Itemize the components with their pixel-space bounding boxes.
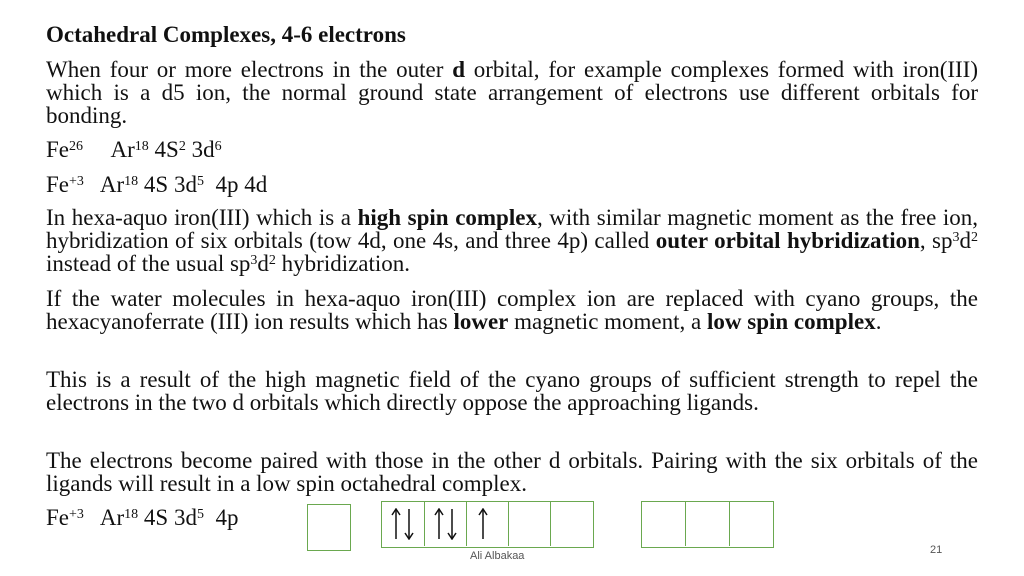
p3-bold-low-spin: low spin complex	[707, 309, 876, 334]
orbital-box-4p-2	[686, 502, 730, 546]
electron-spin-down-icon	[404, 508, 414, 540]
config1-element: Fe	[46, 137, 69, 162]
p2-bold-outer-orbital: outer orbital hybridization	[655, 228, 920, 253]
config1-atomic-number: 26	[69, 139, 83, 154]
orbital-box-3d-5	[551, 502, 593, 546]
config2-core: Ar	[99, 172, 125, 197]
p2-bold-high-spin: high spin complex	[357, 205, 537, 230]
p2-sup-f: 2	[971, 230, 979, 245]
orbital-box-3d-3	[467, 502, 509, 546]
p2-text-g: instead of the usual sp	[46, 251, 251, 276]
electron-spin-down-icon	[447, 508, 457, 540]
slide-title: Octahedral Complexes, 4-6 electrons	[46, 22, 406, 47]
orbital-box-3d-2	[425, 502, 467, 546]
config1-s-count: 2	[178, 139, 186, 154]
p2-text-f: d	[959, 228, 972, 253]
config3-core: Ar	[99, 505, 125, 530]
p2-text-e: , sp	[919, 228, 953, 253]
p2-text-i: hybridization.	[275, 251, 411, 276]
orbital-box-4p-3	[730, 502, 772, 546]
config2-charge: +3	[69, 174, 84, 189]
p2-text-h: d	[257, 251, 269, 276]
orbital-box-3d-1	[382, 502, 425, 546]
config3-rest1: 4S 3d	[143, 505, 197, 530]
config2-core-number: 18	[124, 174, 139, 189]
config1-d: 3d	[191, 137, 215, 162]
p1-text-c: orbital, for example complexes formed with iron(III) which is a d5 ion, the normal ground state arrangement of electrons use different orbitals for bonding.	[46, 57, 978, 128]
p1-bold-d: d	[452, 57, 465, 82]
page-number: 21	[930, 544, 943, 556]
p3-text-a: If the water molecules in hexa-aquo iron(III) complex ion are replaced with cyano groups, the hexacyanoferrate (III) ion results which has	[46, 286, 978, 334]
p2-text-a: In hexa-aquo iron(III) which is a	[46, 205, 358, 230]
p3-bold-lower: lower	[453, 309, 509, 334]
config2-rest2: 4p 4d	[215, 172, 268, 197]
paragraph-cyano: This is a result of the high magnetic field of the cyano groups of sufficient strength to repel the electrons in the two d orbitals which directly oppose the approaching ligands.	[46, 367, 978, 415]
p2-sup-h: 2	[268, 253, 276, 268]
config-fe-plus3-free	[46, 172, 267, 198]
config3-d-count: 5	[196, 507, 204, 522]
footer-author: Ali Albakaa	[470, 550, 525, 562]
orbital-group-3d	[381, 501, 594, 548]
config2-element: Fe	[46, 172, 69, 197]
paragraph-intro	[46, 58, 978, 127]
paragraph-low-spin	[46, 287, 978, 333]
p2-sup-g: 3	[250, 253, 258, 268]
paragraph-pairing: The electrons become paired with those in the other d orbitals. Pairing with the six orbitals of the ligands will result in a low spin octahedral complex.	[46, 448, 978, 496]
config2-rest1: 4S 3d	[143, 172, 197, 197]
orbital-box-3d-4	[509, 502, 551, 546]
p3-text-e: .	[875, 309, 882, 334]
p2-sup-e: 3	[952, 230, 960, 245]
config1-core-number: 18	[134, 139, 149, 154]
config3-core-number: 18	[124, 507, 139, 522]
orbital-group-4p	[641, 501, 774, 548]
electron-spin-up-icon	[391, 508, 401, 540]
p1-text-a: When four or more electrons in the outer	[46, 57, 453, 82]
config1-core: Ar	[110, 137, 135, 162]
p2-text-c: , with similar magnetic moment as the free ion, hybridization of six orbitals (tow 4d, one 4s, and three 4p) called	[46, 205, 979, 253]
config3-charge: +3	[69, 507, 84, 522]
config1-d-count: 6	[214, 139, 222, 154]
config1-s: 4S	[154, 137, 179, 162]
electron-spin-up-icon	[478, 508, 488, 540]
config-fe-plus3-complex	[46, 505, 238, 531]
orbital-box-4s	[307, 504, 351, 551]
config3-element: Fe	[46, 505, 69, 530]
config3-rest2: 4p	[215, 505, 239, 530]
electron-spin-up-icon	[434, 508, 444, 540]
paragraph-high-spin	[46, 206, 978, 275]
p3-text-c: magnetic moment, a	[508, 309, 707, 334]
config-fe-neutral	[46, 137, 222, 163]
orbital-box-4p-1	[642, 502, 686, 546]
config2-d-count: 5	[196, 174, 204, 189]
